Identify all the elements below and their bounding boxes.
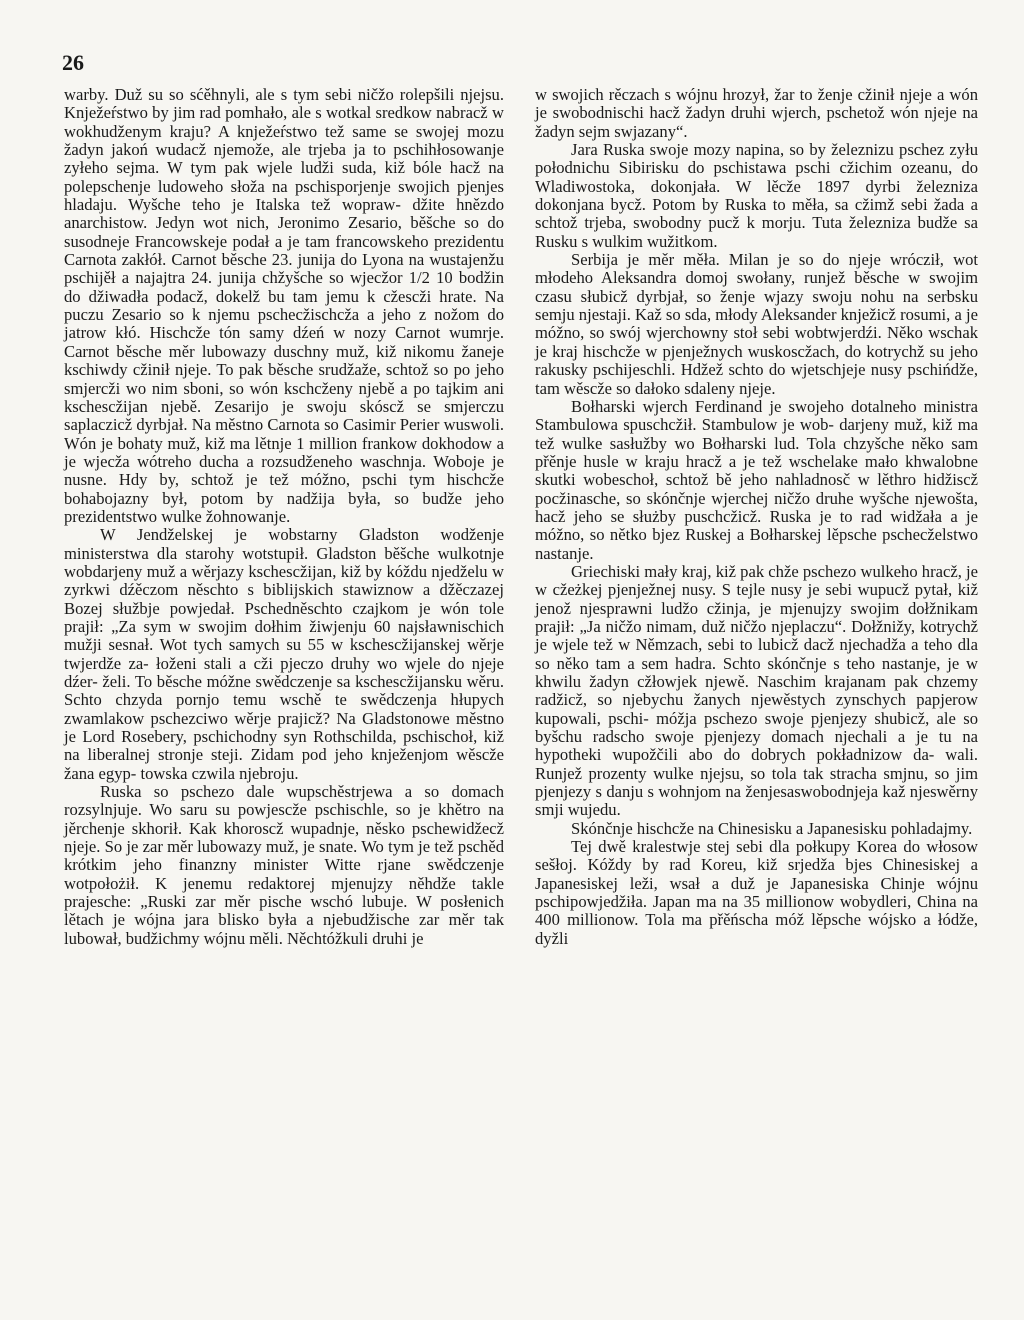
- paragraph: Tej dwě kralestwje stej sebi dla połkupy Korea do włosow sešłoj. Kóždy by rad Koreu, kiž srjedža bjes Chinesiskej a Japanesiskej leži, wsał a duž je Japanesiska Chinje wójnu pschipowjedžiła. Japan ma na 35 millionow wobydleri, China na 400 millionow. Tola ma přěńscha móž lěpsche wójsko a łódže, dyžli: [535, 837, 978, 948]
- paragraph: Ruska so pschezo dale wupschěstrjewa a so domach rozsylnjuje. Wo saru su powjescže pschischle, so je khětro na jěrchenje skhorił. Kak khoroscž wupadnje, něsko pschewidžecž njeje. So je zar měr lubowazy muž, je snate. Wo tym je tež pschěd krótkim jeho finanzny minister Witte rjane swědczenje wotpołożił. K jenemu redaktorej mjenujzy něhdže takle prajesche: „Ruski zar měr pische wschó lubuje. W posłenich lětach je wójna jara blisko była a njebudžische zar měr tak lubował, budžichmy wójnu měli. Něchtóžkuli druhi je: [64, 782, 504, 948]
- paragraph: Jara Ruska swoje mozy napina, so by železnizu pschez zyłu połodnichu Sibirisku do pschistawa pschi cžichim ozeanu, do Wladiwostoka, dokonjała. W lěcže 1897 dyrbi železniza dokonjana bycž. Potom by Ruska to měła, sa cžimž sebi žada a schtož trjeba, swobodny pucž k morju. Tuta železniza budže sa Rusku s wulkim wužitkom.: [535, 140, 978, 251]
- paragraph: warby. Duž su so sćěhnyli, ale s tym sebi ničžo rolepšili njejsu. Knježeŕstwo by jim rad pomhało, ale s wotkal sredkow nabracž w wokhudženym kraju? A knježeŕstwo tež same se swojej mozu žadyn jakoń wudacž njemože, ale trjeba ja to pschihłosowanje zyłeho sejma. W tym pak wjele ludži suda, kiž bóle hacž na polepschenje ludoweho słoža na pschisporjenje swojich pjenjes hladaju. Wyšche teho je Italska tež wopraw- džite hnězdo anarchistow. Jedyn wot nich, Jeronimo Zesario, běšche so do susodneje Francowskeje podał a je tam francowskeho prezidentu Carnota zakłół. Carnot běsche 23. junija do Lyona na wustajenžu pschijěł a najajtra 24. junija chžyšche so wjecžor 1/2 10 bodžin do džiwadła podacž, dokelž bu tam jemu k cžescži hrate. Na puczu Zesario so k njemu pschecžischcža a jeho z nožom do jatrow kłó. Hischcže tón samy dźeń w nozy Carnot wumrje. Carnot běsche měr lubowazy duschny muž, kiž nikomu žaneje kschiwdy cžinił njeje. To pak běsche srudžaže, schtož so po jeho smjercži wo nim sboni, so wón kschcženy njebě a po tajkim ani kschescžijan njebě. Zesarijo je swoju skóscž se smjerczu saplaczicž dyrbjał. Na městno Carnota so Casimir Perier wuswoli. Wón je bohaty muž, kiž ma lětnje 1 million frankow dokhodow a je wjecža wótreho ducha a rozsudženeho waschnja. Woboje je nusne. Hdy by, schtož je tež móžno, pschi tym hischcže bohabojazny był, potom by nadžija była, so budže jeho prezidentstwo wulke žohnowanje.: [64, 85, 504, 526]
- paragraph: Griechiski mały kraj, kiž pak chže pschezo wulkeho hracž, je w cžeżkej pjenježnej nusy. S tejle nusy je sebi wupucž pytał, kiž jenož njesprawni ludžo cžinja, je mjenujzy swojim dołžnikam prajił: „Ja ničžo nimam, duž ničžo njeplaczu“. Dołžnižy, kotrychž je wjele tež w Němzach, sebi to lubicž dacž njechadža a teho dla so něko tam a sem hadra. Schto skónčnje s teho nastanje, je w khwilu žadyn cžłowjek njewě. Naschim krajanam pak chzemy radžicž, so njebychu žanych njewěstych zynschych papjerow kupowali, pschi- móžja pschezo swoje pjenjezy shubicž, ale so byšchu radscho swoje pjenjezy domach njechali a je tu na hypotheki wupožčili abo do dobrych pokładnizow da- wali. Runjež prozenty wulke njejsu, so tola tak stracha smjnu, so jim pjenjezy s danju s wohnjom na ženjesaswobodnjeja kaž njeswěrny smji wujedu.: [535, 561, 978, 820]
- paragraph: Serbija je měr měła. Milan je so do njeje wrócził, wot młodeho Aleksandra domoj swołany, runjež běsche w swojim czasu słubicž dyrbjał, so ženje wjazy swoju nohu na serbsku semju njestaji. Kaž so sda, młody Aleksander knježicž rosumi, a je móžno, so swój wjerchowny stoł sebi wobtwjerdźi. Něko wschak je kraj hischcže w pjenježnych wuskoscžach, do kotrychž su jeho rakusky pschijeschli. Hdžež schto do wjetschjeje nusy pschińdže, tam wěscže so dałoko sdaleny njeje.: [535, 250, 978, 398]
- paragraph: w swojich rěczach s wójnu hrozył, žar to ženje cžinił njeje a wón je swobodnischi hacž žadyn druhi wjerch, pschetož wón njeje na žadyn sejm swjazany“.: [535, 85, 978, 141]
- left-column: [64, 86, 504, 948]
- paragraph: W Jendželskej je wobstarny Gladston wodženje ministerstwa dla starohy wotstupił. Gladston běšche wulkotnje wobdarjeny muž a wěrjazy kschescžijan, kiž by kóždu njedželu w zyrkwi dźěczom něschto s biblijskich stawiznow a džěczazej Bozej słužbje powjedał. Pschedněschto czajkom je wón tole prajił: „Za sym w swojim dołhim žiwjenju 60 najsławnischich mužji sesnał. Wot tych samych su 55 w kschescžijanskej wěrje twjerdže za- łoženi stali a cži pjeczo druhy wo wjele do njeje dźer- želi. To běsche móžne swědczenje sa kschescžijansku wěru. Schto chzyda pornjo temu wschě te swědczenja hłupych zwamlakow pschezciwo wěrje prajicž? Na Gladstonowe městno je Lord Rosebery, pschichodny syn Rothschilda, pschischoł, kiž na liberalnej stronje steji. Zidam pod jeho knježenjom wěscže žana egyp- towska czwila njebroju.: [64, 525, 504, 783]
- paragraph: Bołharski wjerch Ferdinand je swojeho dotalneho ministra Stambulowa spuschcžił. Stambulow je wob- darjeny muž, kiž ma tež wulke sasłužby wo Bołharski lud. Tola chzyšche něko sam přěnje husle w kraju hracž a je tež wschelake mało khwalobne skutki wobeschoł, schtož bě jeho nahladnosč w lěthro hidžiscž pocžinasche, so skónčnje wjerchej ničžo druhe wyšche njewošta, hacž jeho se służby puschcžicž. Ruska je to rad widžała a je móžno, so nětko bjez Ruskej a Bołharskej lěpsche pschecželstwo nastanje.: [535, 396, 978, 563]
- page-number: 26: [62, 50, 84, 75]
- paragraph: Skónčnje hischcže na Chinesisku a Japanesisku pohladajmy.: [571, 818, 973, 838]
- right-column: [535, 86, 978, 948]
